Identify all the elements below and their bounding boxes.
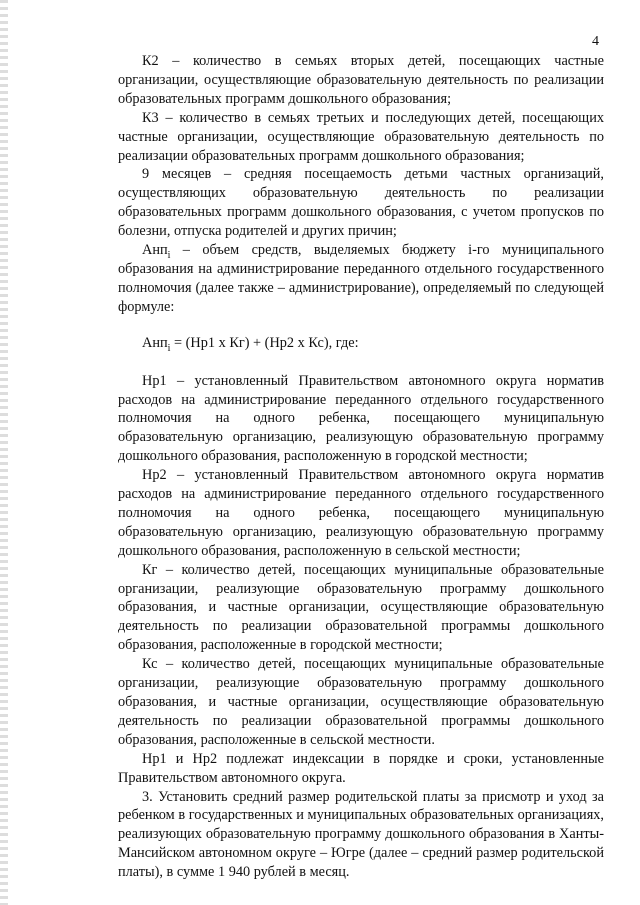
formula-symbol: Анп xyxy=(142,334,168,351)
formula-line xyxy=(118,334,604,353)
paragraph-hr2: Нр2 – установленный Правительством автономного округа норматив расходов на администрирование переданного отдельного государственного полномочия на одного ребенка, посещающего муниципальную образовательную организацию, реализующую образовательную программу дошкольного образования, расположенную в сельской местности; xyxy=(118,467,604,559)
paragraph-kg: Кг – количество детей, посещающих муниципальные образовательные организации, реализующие образовательную программу дошкольного образования, и частные организации, осуществляющие образовательную деятельность по реализации образовательной программы дошкольного образования, расположенные в городской местности; xyxy=(118,561,604,654)
paragraph-nine-months: 9 месяцев – средняя посещаемость детьми частных организаций, осуществляющих образовательную деятельность по реализации образовательных программ дошкольного образования, с учетом пропусков по болезни, отпуска родителей и других причин; xyxy=(118,166,604,240)
paragraph-item-3: 3. Установить средний размер родительской платы за присмотр и уход за ребенком в государственных и муниципальных образовательных организациях, реализующих образовательную программу дошкольного образования в Ханты-Мансийском автономном округе – Югре (далее – средний размер родительской платы), в сумме 1 940 рублей в месяц. xyxy=(118,788,604,881)
paragraph-hr1: Нр1 – установленный Правительством автономного округа норматив расходов на администрирование переданного отдельного государственного полномочия на одного ребенка, посещающего муниципальную образовательную организацию, реализующую образовательную программу дошкольного образования, расположенную в городской местности; xyxy=(118,372,604,465)
paragraph-indexation: Нр1 и Нр2 подлежат индексации в порядке и сроки, установленные Правительством автономного округа. xyxy=(118,750,604,786)
formula-expression: = (Нр1 х Кг) + (Нр2 х Кс), где: xyxy=(170,334,359,351)
ann-symbol: Анп xyxy=(142,242,168,259)
ann-definition-text: – объем средств, выделяемых бюджету i-го муниципального образования на администрирование переданного отдельного государственного полномочия (далее также – администрирование), определяемый по следующей формуле: xyxy=(118,242,604,315)
ann-subscript: i xyxy=(167,249,171,261)
scan-edge-artifact xyxy=(0,0,8,905)
page-number: 4 xyxy=(592,34,599,49)
formula-subscript: i xyxy=(167,342,171,354)
paragraph-ann-definition xyxy=(118,241,604,317)
paragraph-k2: К2 – количество в семьях вторых детей, посещающих частные организации, осуществляющие образовательную деятельность по реализации образовательных программ дошкольного образования; xyxy=(118,53,604,107)
document-body xyxy=(118,52,604,882)
paragraph-ks: Кс – количество детей, посещающих муниципальные образовательные организации, реализующие образовательную программу дошкольного образования, и частные организации, осуществляющие образовательную деятельность по реализации образовательной программы дошкольного образования, расположенные в сельской местности. xyxy=(118,656,604,748)
paragraph-k3: К3 – количество в семьях третьих и последующих детей, посещающих частные организации, осуществляющие образовательную деятельность по реализации образовательных программ дошкольного образования; xyxy=(118,109,604,164)
